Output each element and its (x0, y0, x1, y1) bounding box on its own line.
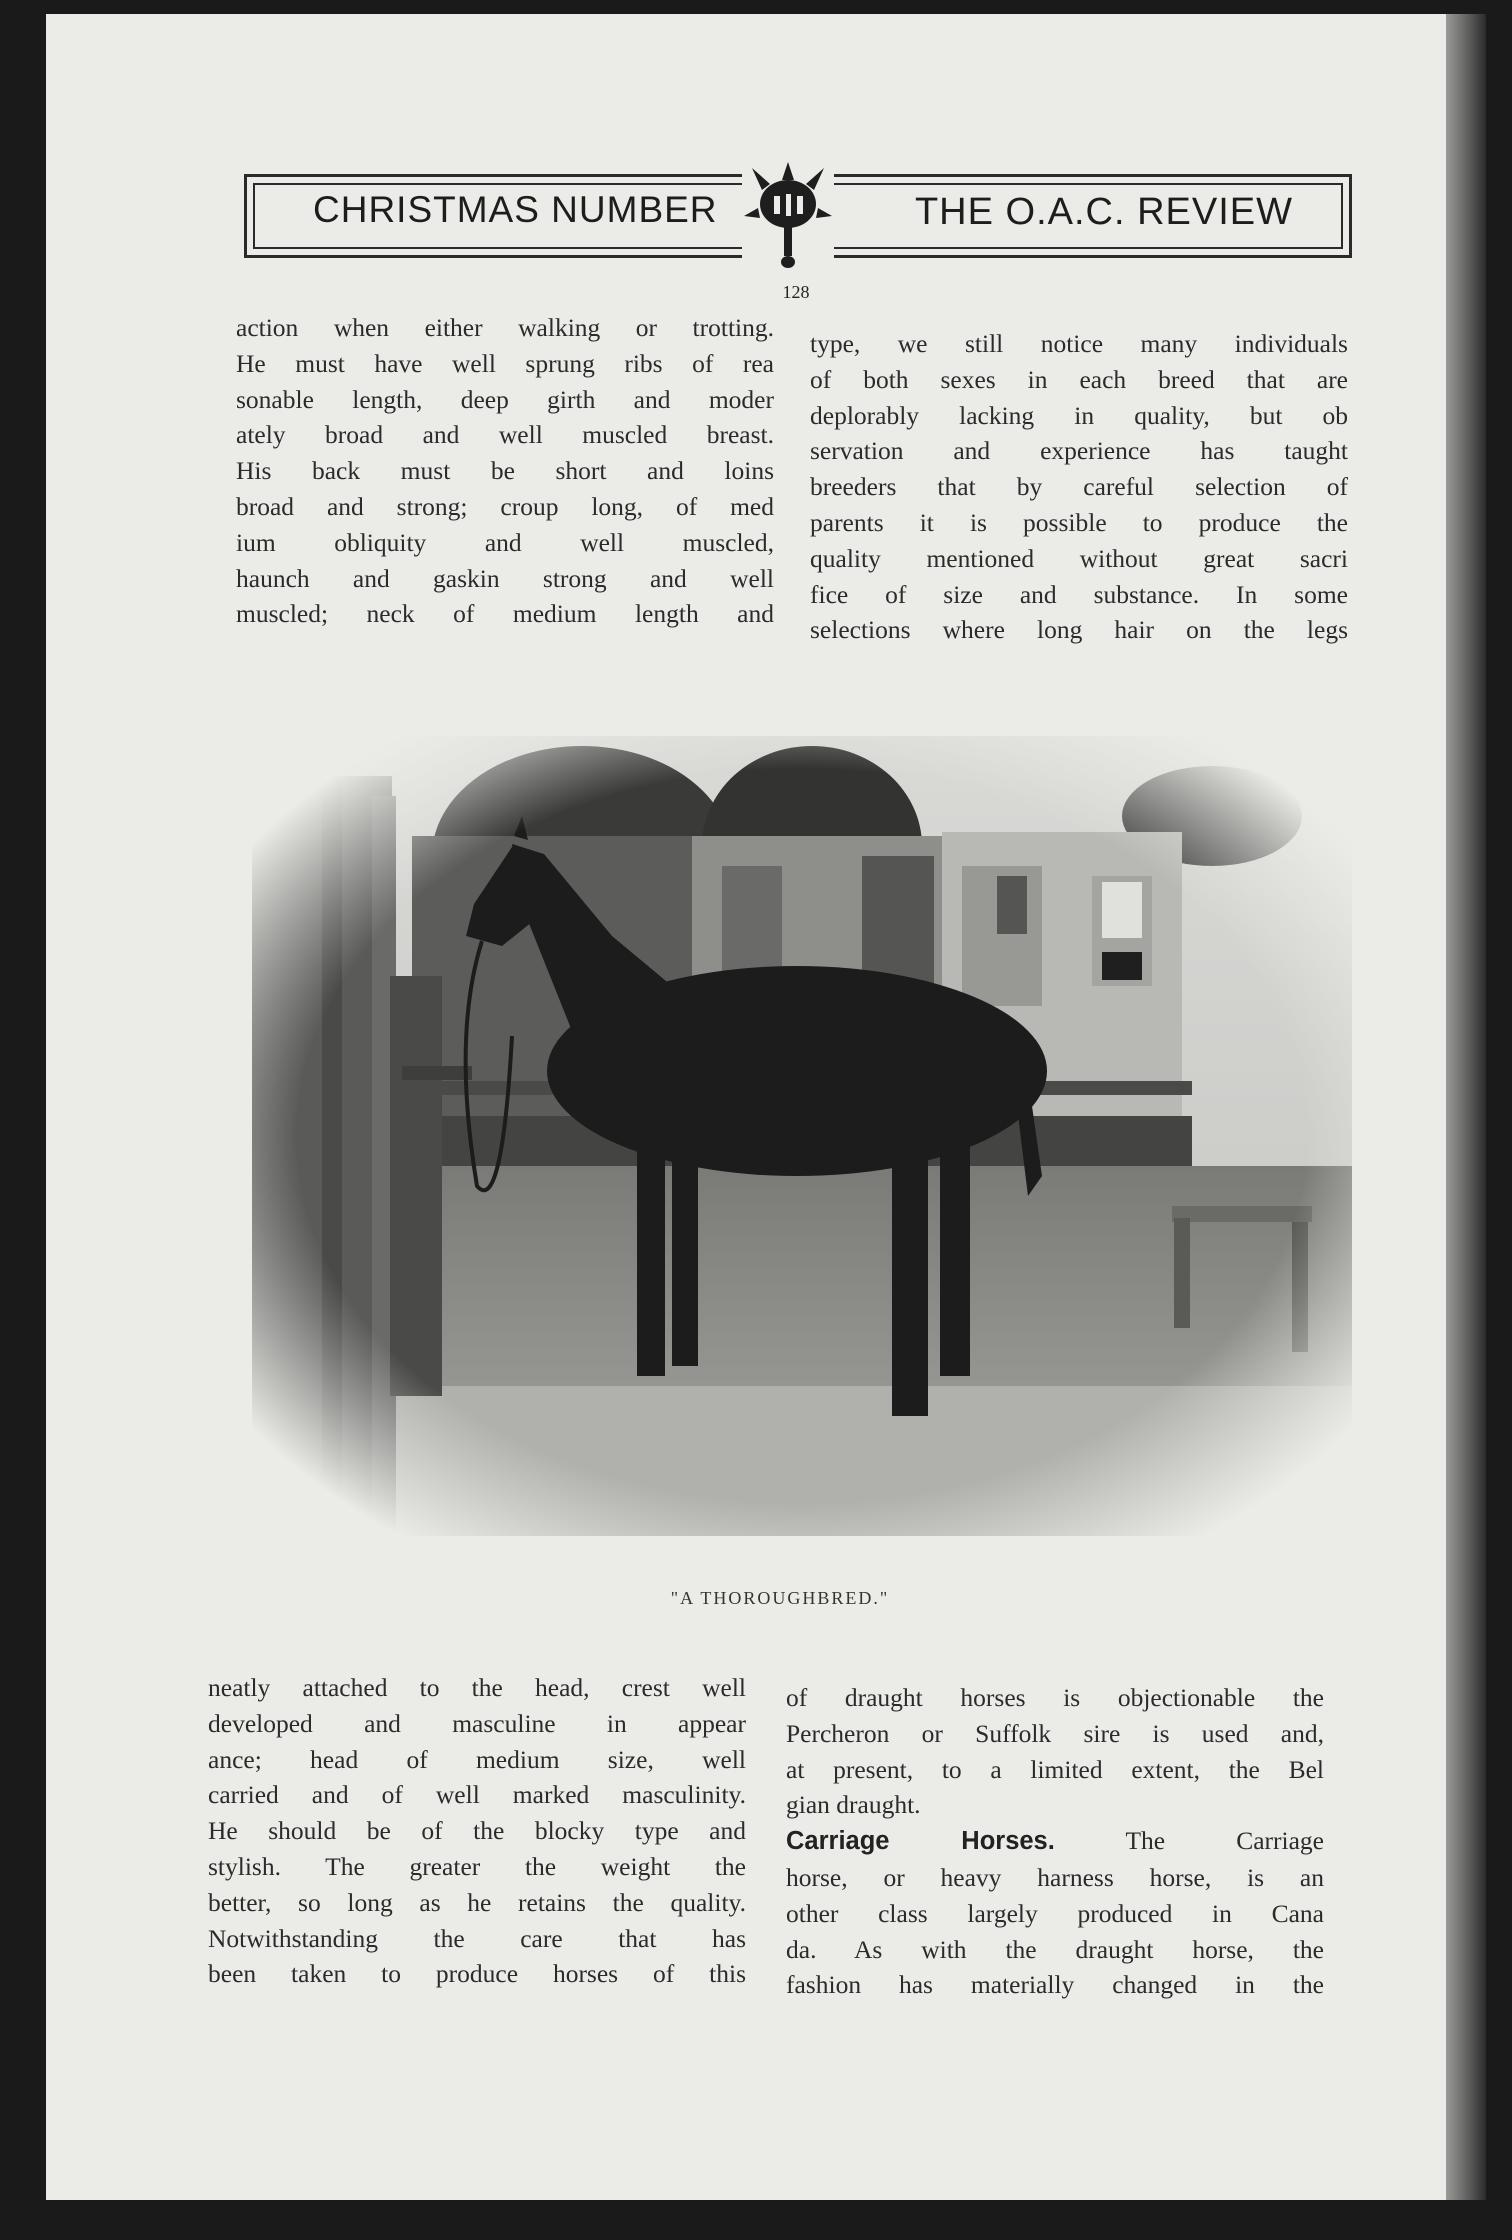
top-left-column (236, 310, 774, 632)
header-right-title: THE O.A.C. REVIEW (914, 191, 1293, 233)
text-line: other class largely produced in Cana (786, 1898, 1324, 1928)
text-line: ately broad and well muscled breast. (236, 420, 774, 450)
carriage-horses-heading: Carriage Horses. (786, 1827, 1055, 1856)
text-line: broad and strong; croup long, of med (236, 491, 774, 521)
text-line: selections where long hair on the legs (810, 615, 1348, 645)
photo-caption: "A THOROUGHBRED." (670, 1588, 890, 1608)
text-line: da. As with the draught horse, the (786, 1934, 1324, 1964)
text-line: fashion has materially changed in the (786, 1970, 1324, 2000)
text-line: developed and masculine in appear (208, 1708, 746, 1738)
text-line: carried and of well marked masculinity. (208, 1780, 746, 1810)
text-line: muscled; neck of medium length and (236, 599, 774, 629)
text-line: ance; head of medium size, well (208, 1744, 746, 1774)
text-line: The Carriage (1125, 1826, 1324, 1856)
text-line: His back must be short and loins (236, 456, 774, 486)
text-line: deplorably lacking in quality, but ob (810, 400, 1348, 430)
text-line: breeders that by careful selection of (810, 472, 1348, 502)
text-line: parents it is possible to produce the (810, 507, 1348, 537)
text-line: of both sexes in each breed that are (810, 364, 1348, 394)
bottom-left-column (208, 1670, 746, 1992)
text-line: He should be of the blocky type and (208, 1816, 746, 1846)
text-line: He must have well sprung ribs of rea (236, 348, 774, 378)
text-line: action when either walking or trotting. (236, 313, 774, 342)
page-number: 128 (782, 282, 810, 302)
text-line: servation and experience has taught (810, 436, 1348, 466)
carriage-paragraph-start (786, 1823, 1324, 1860)
text-line: haunch and gaskin strong and well (236, 563, 774, 593)
text-line: better, so long as he retains the quality. (208, 1887, 746, 1917)
text-line: sonable length, deep girth and moder (236, 384, 774, 414)
text-line: type, we still notice many individuals (810, 329, 1348, 358)
header-left-title: CHRISTMAS NUMBER (313, 189, 718, 230)
text-line: Notwithstanding the care that has (208, 1923, 746, 1953)
thoroughbred-photograph (252, 736, 1352, 1536)
text-line: at present, to a limited extent, the Bel (786, 1754, 1324, 1784)
text-line: of draught horses is objectionable the (786, 1683, 1324, 1712)
ornament-emblem-icon (742, 160, 834, 280)
text-line: quality mentioned without great sacri (810, 543, 1348, 573)
text-line: been taken to produce horses of this (208, 1959, 746, 1989)
text-line: stylish. The greater the weight the (208, 1851, 746, 1881)
top-right-column (810, 326, 1348, 648)
text-line: horse, or heavy harness horse, is an (786, 1862, 1324, 1892)
page-right-edge (1446, 14, 1486, 2200)
text-line: gian draught. (786, 1790, 921, 1820)
text-line: neatly attached to the head, crest well (208, 1673, 746, 1702)
text-line: fice of size and substance. In some (810, 579, 1348, 609)
text-line: ium obliquity and well muscled, (236, 527, 774, 557)
text-line: Percheron or Suffolk sire is used and, (786, 1718, 1324, 1748)
bottom-right-column (786, 1680, 1324, 2003)
